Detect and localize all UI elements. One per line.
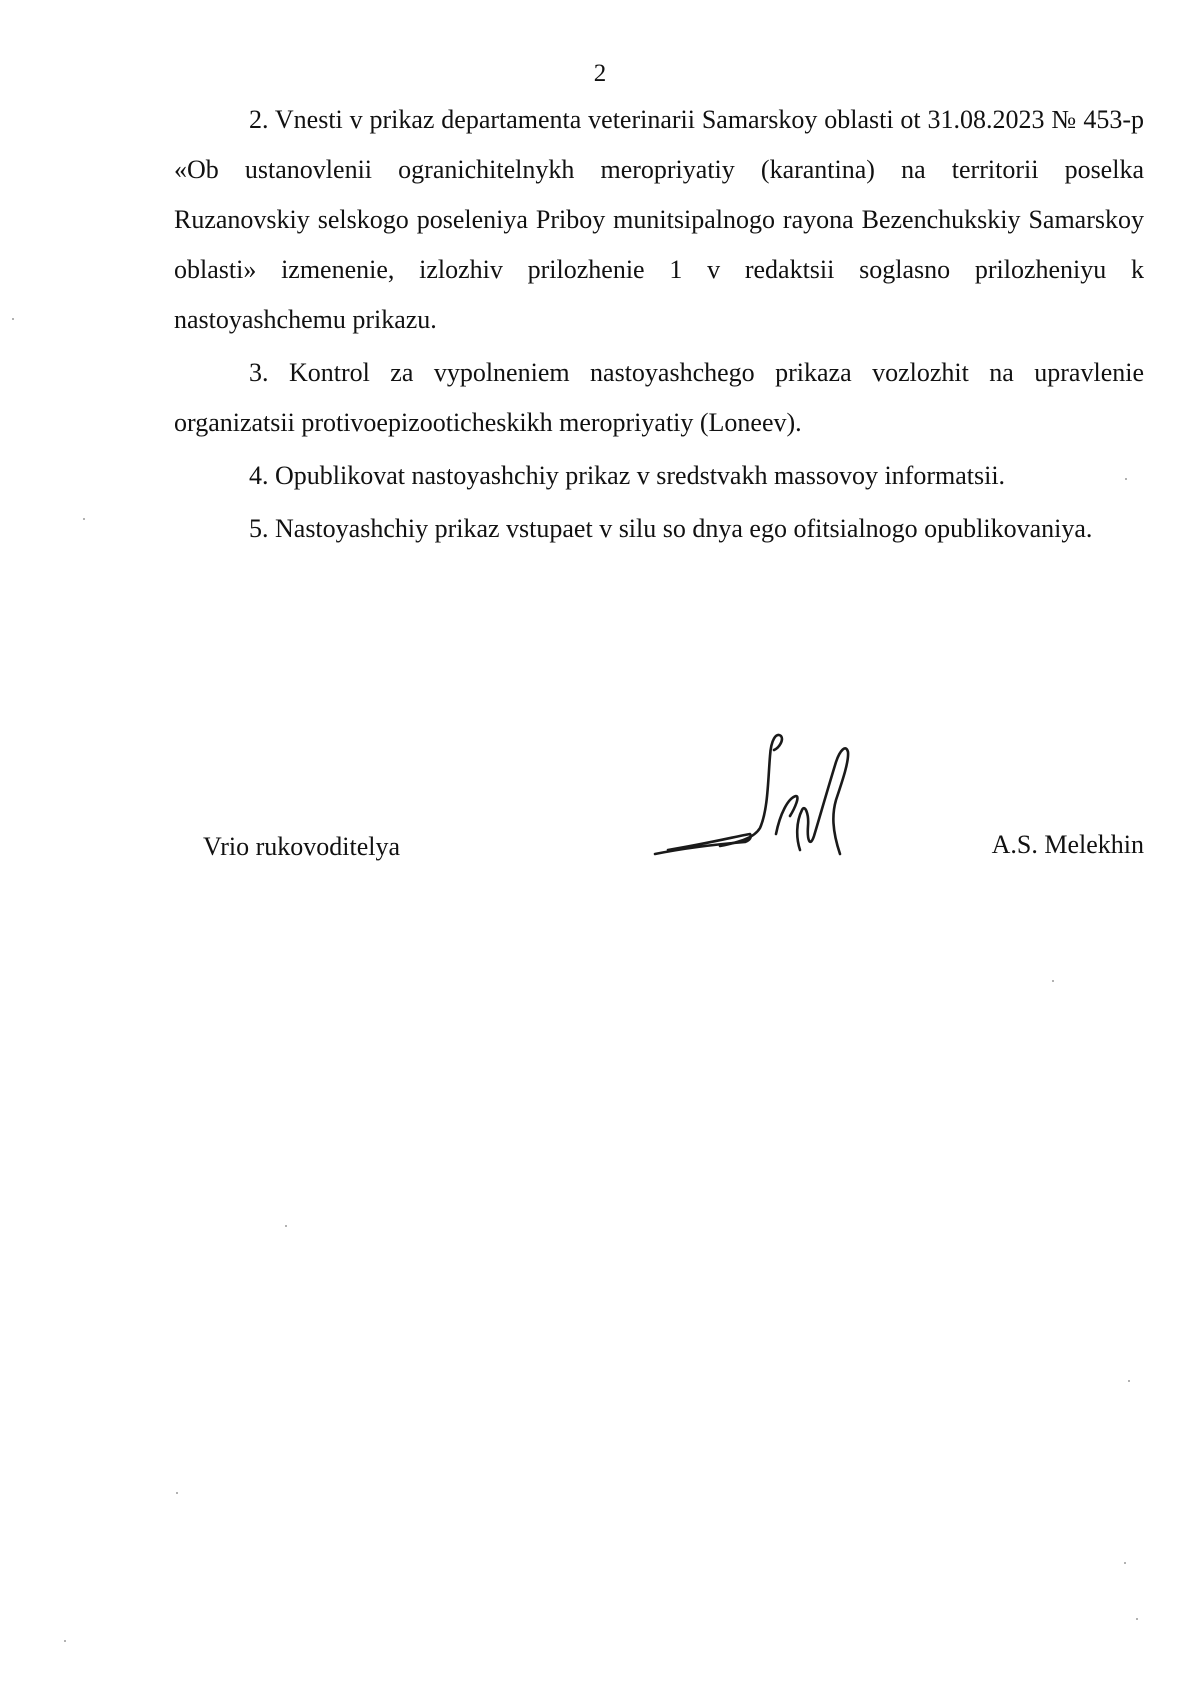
paragraph-amendment: 2. Vnesti v prikaz departamenta veterinarii Samarskoy oblasti ot 31.08.2023 № 453-p «Ob ustanovlenii ogranichitelnykh meropriyatiy (karantina) na territorii poselka Ruzanovskiy selskogo poseleniya Priboy munitsipalnogo rayona Bezenchukskiy Samarskoy oblasti» izmenenie, izlozhiv prilozhenie 1 v redaktsii soglasno prilozheniyu k nastoyashchemu prikazu. xyxy=(174,105,1144,334)
scan-speck xyxy=(12,318,14,320)
scan-speck xyxy=(1136,1618,1138,1620)
signature-block xyxy=(0,720,1200,880)
scan-speck xyxy=(176,1492,178,1494)
document-body xyxy=(174,95,1144,557)
page-number: 2 xyxy=(593,60,607,87)
scan-speck xyxy=(1052,980,1054,982)
scan-speck xyxy=(64,1640,66,1642)
scan-speck xyxy=(1124,1562,1126,1564)
handwritten-signature xyxy=(650,722,890,872)
paragraph-effective-date: 5. Nastoyashchiy prikaz vstupaet v silu so dnya ego ofitsialnogo opublikovaniya. xyxy=(249,514,1093,543)
paragraph-publish: 4. Opublikovat nastoyashchiy prikaz v sredstvakh massovoy informatsii. xyxy=(249,461,1006,490)
scan-speck xyxy=(1125,478,1127,480)
scan-speck xyxy=(1128,1380,1130,1382)
paragraph-control: 3. Kontrol za vypolneniem nastoyashchego prikaza vozlozhit na upravlenie organizatsii protivoepizooticheskikh meropriyatiy (Loneev). xyxy=(174,358,1144,437)
signer-title: Vrio rukovoditelya xyxy=(203,832,401,861)
scan-speck xyxy=(83,518,85,520)
signer-name: A.S. Melekhin xyxy=(991,830,1144,859)
scan-speck xyxy=(285,1225,287,1227)
